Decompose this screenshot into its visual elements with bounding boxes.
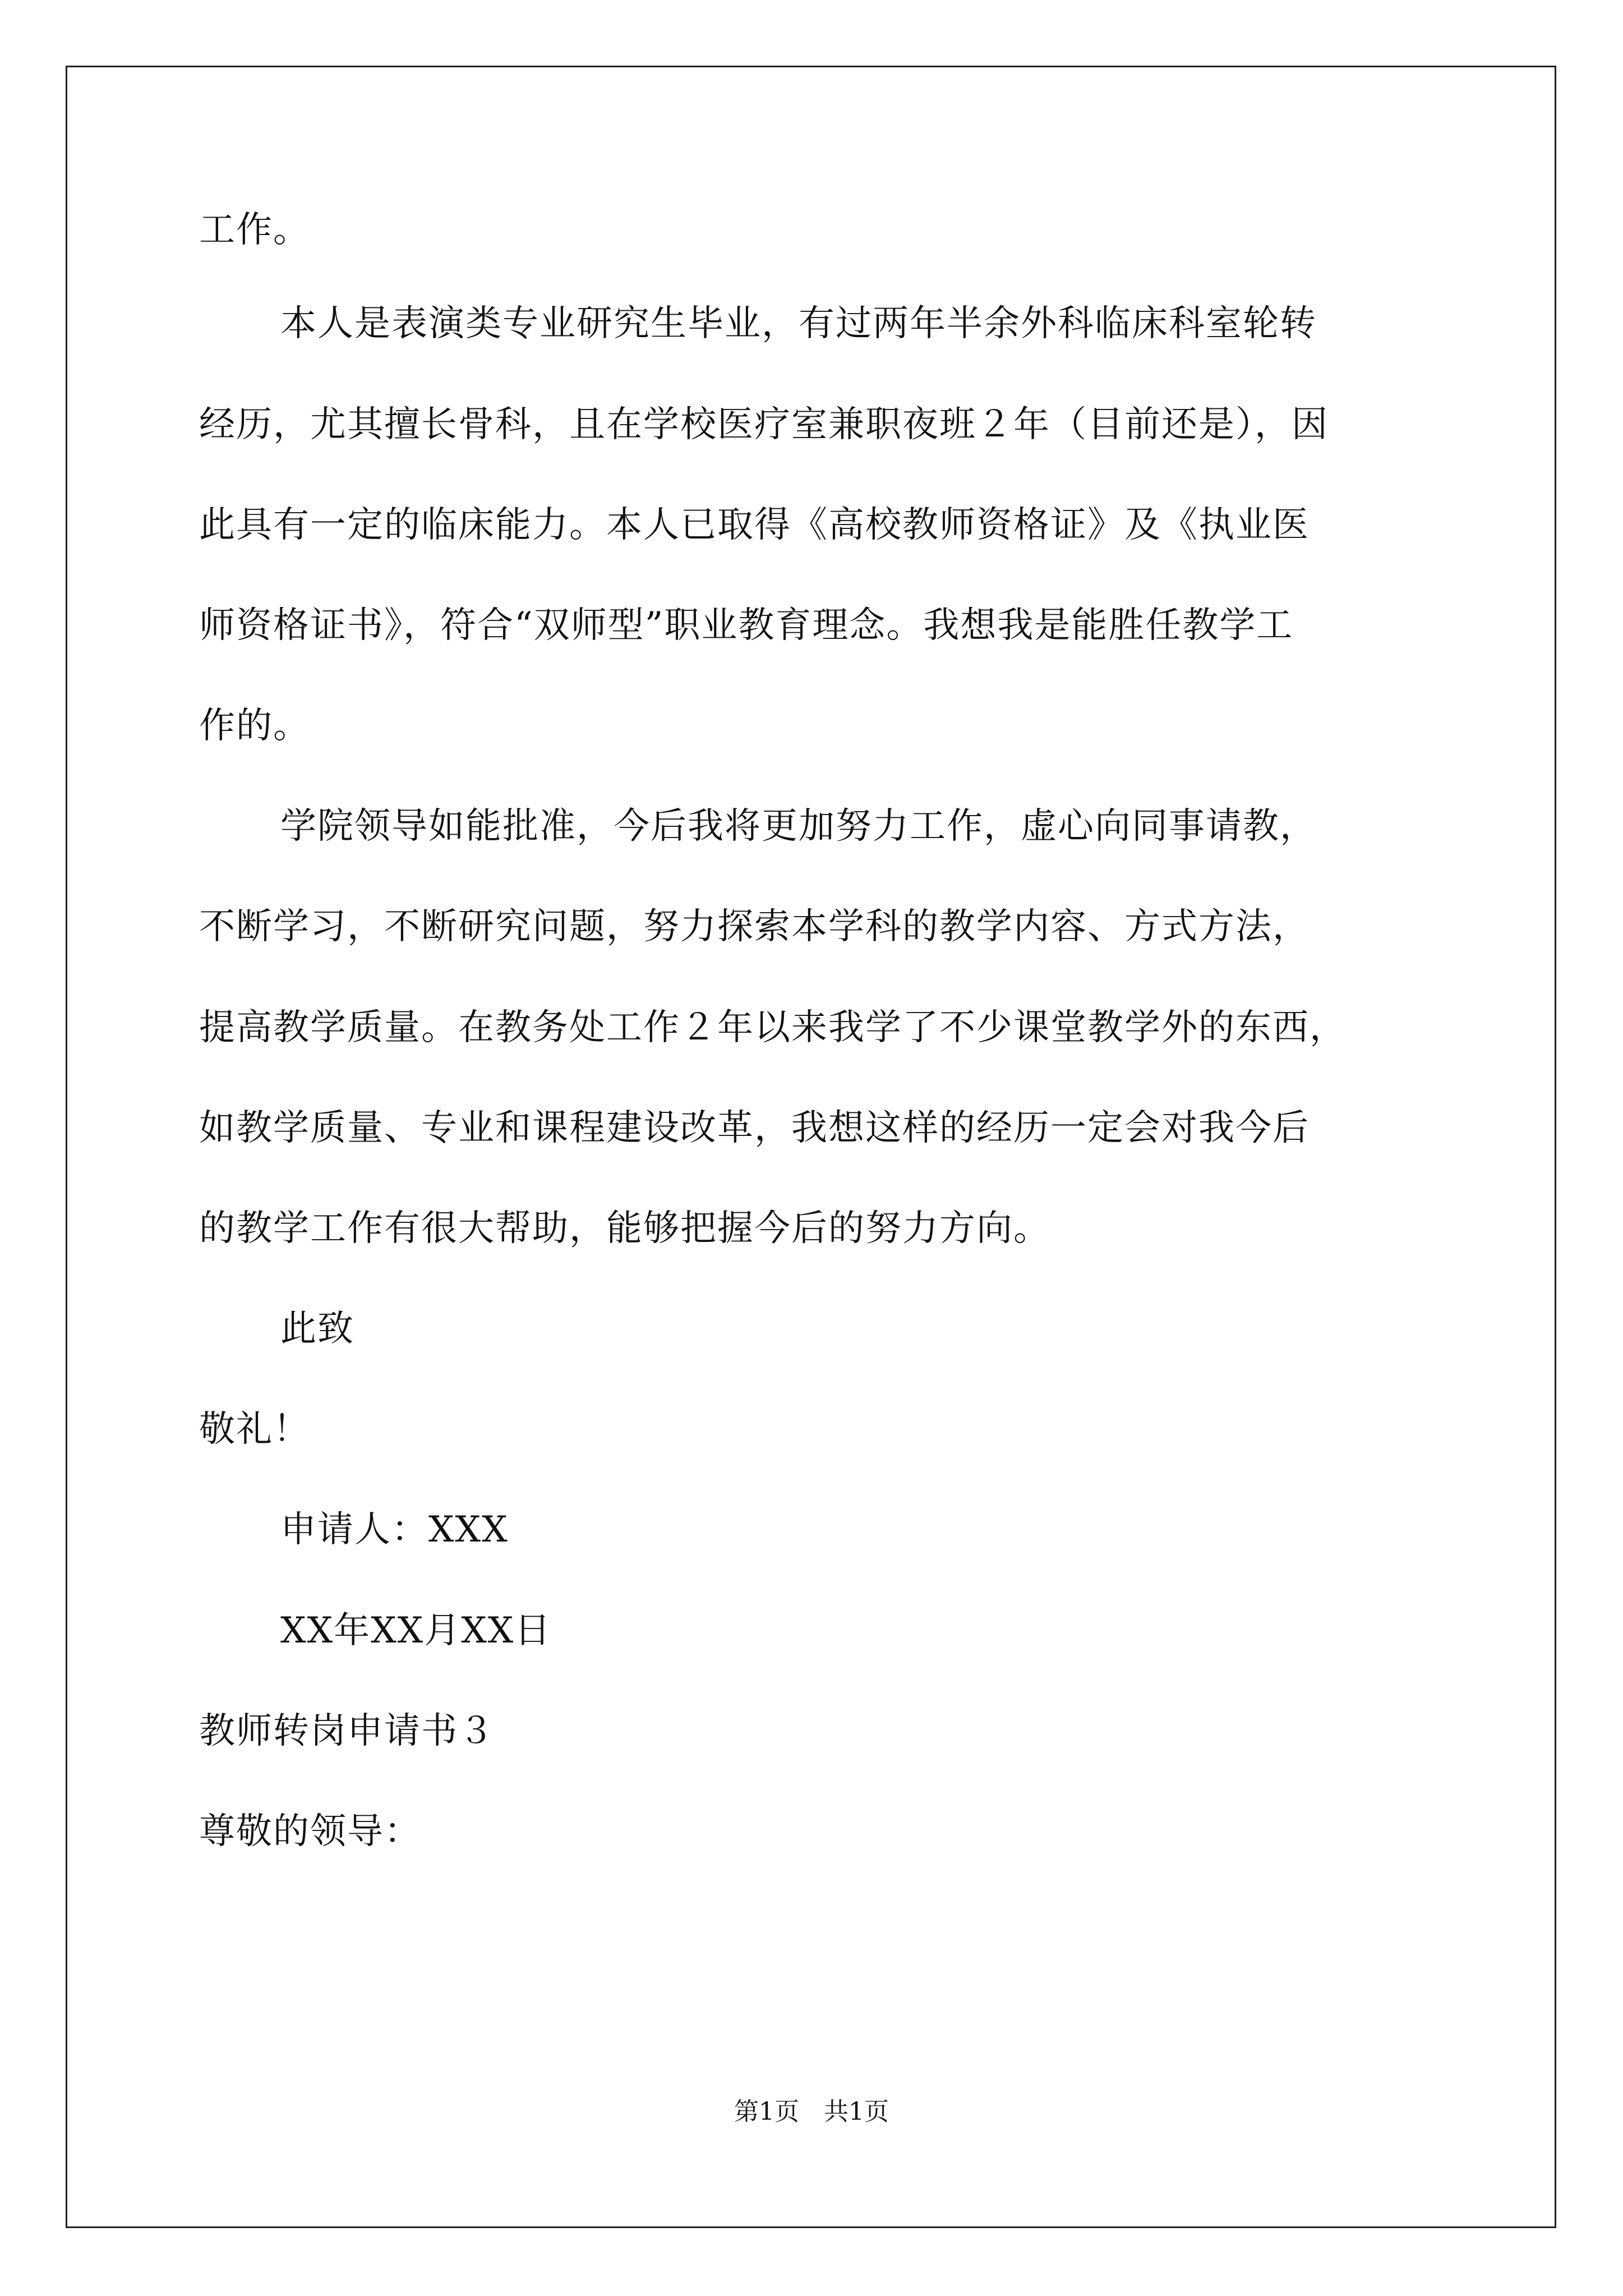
body-line: 如教学质量、专业和课程建设改革，我想这样的经历一定会对我今后	[199, 1107, 1310, 1149]
closing-salute: 敬礼！	[199, 1409, 310, 1450]
applicant-signature: 申请人：XXX	[280, 1509, 509, 1550]
body-line: 师资格证书》，符合“双师型”职业教育理念。我想我是能胜任教学工	[199, 605, 1294, 646]
body-line: 提高教学质量。在教务处工作２年以来我学了不少课堂教学外的东西，	[199, 1007, 1347, 1048]
body-line: 工作。	[199, 209, 310, 251]
body-line: 本人是表演类专业研究生毕业，有过两年半余外科临床科室轮转	[280, 303, 1317, 344]
body-line: 此具有一定的临床能力。本人已取得《高校教师资格证》及《执业医	[199, 504, 1310, 546]
body-line: 经历，尤其擅长骨科，且在学校医疗室兼职夜班２年（目前还是），因	[199, 404, 1329, 445]
body-line: 的教学工作有很大帮助，能够把握今后的努力方向。	[199, 1208, 1050, 1249]
salutation: 尊敬的领导：	[199, 1811, 421, 1852]
page-footer: 第1页 共1页	[734, 2097, 889, 2126]
section-title: 教师转岗申请书３	[199, 1710, 495, 1752]
body-line: 不断学习，不断研究问题，努力探索本学科的教学内容、方式方法，	[199, 906, 1310, 947]
body-line: 学院领导如能批准，今后我将更加努力工作，虚心向同事请教，	[280, 806, 1317, 847]
application-date: XX年XX月XX日	[280, 1610, 552, 1651]
body-line: 作的。	[199, 705, 310, 747]
closing-greeting: 此致	[280, 1308, 354, 1350]
